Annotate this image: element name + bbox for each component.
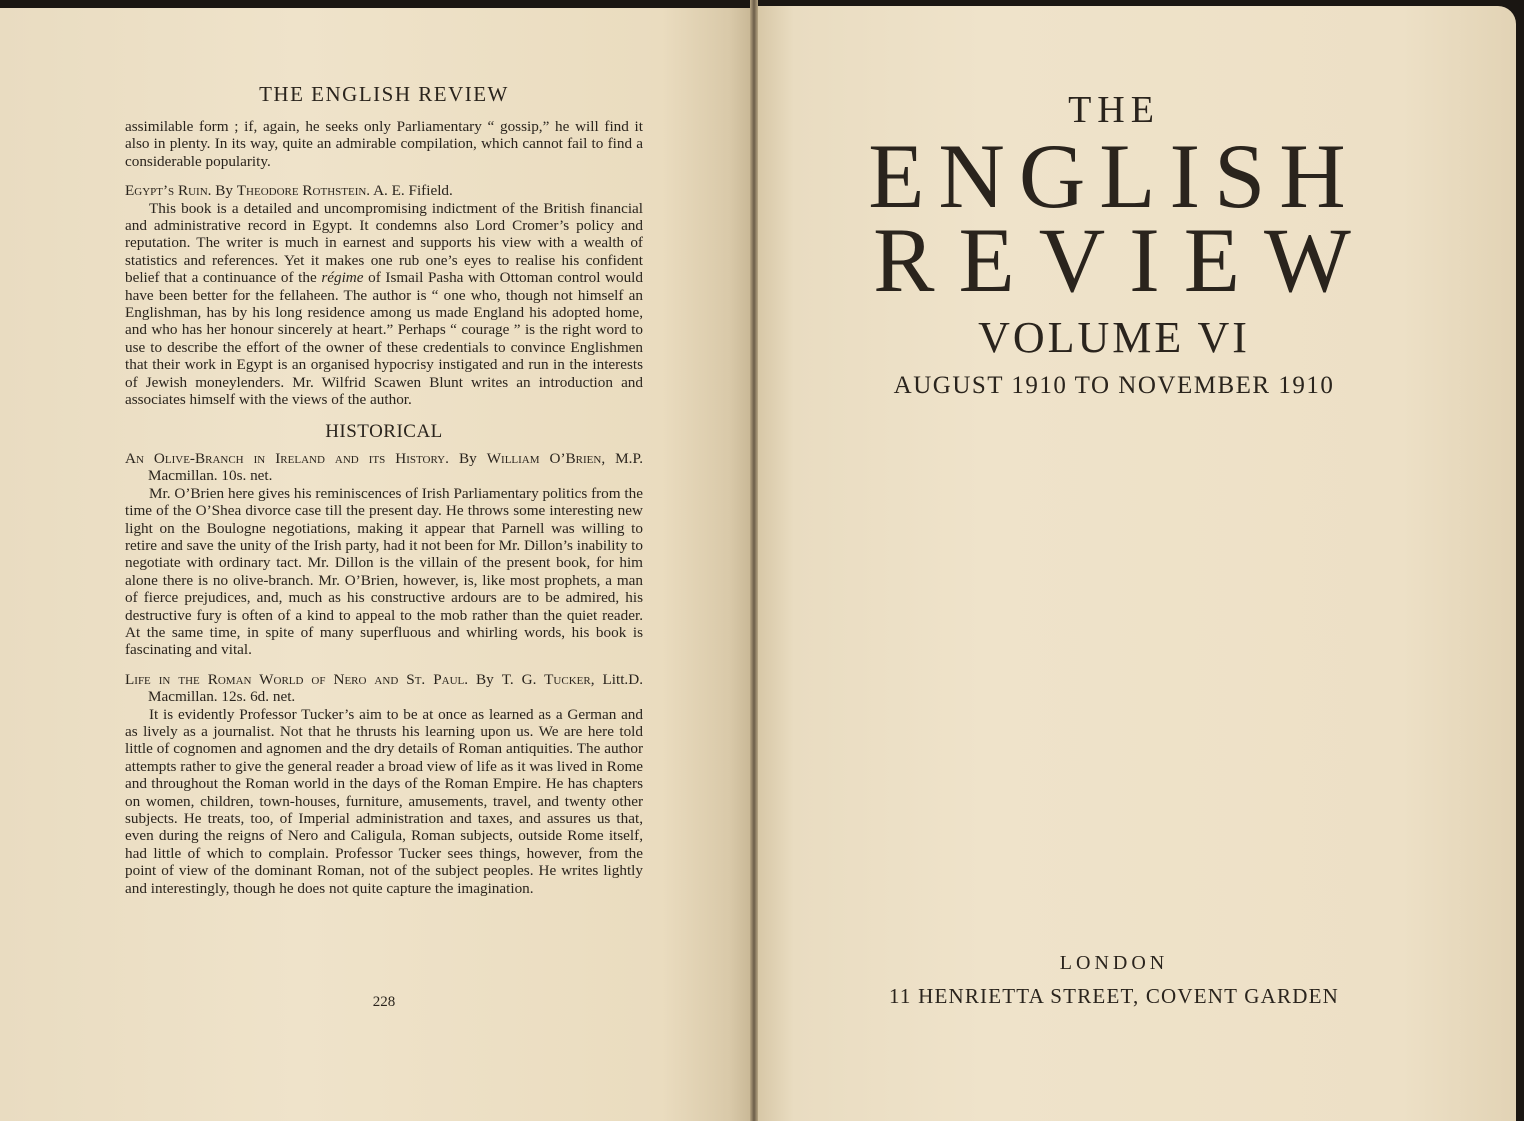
review-roman-world-body: It is evidently Professor Tucker’s aim to be at once as learned as a German and as lively as a journalist. Not that he thrusts his learning upon us. We are here told little of cognomen and agnomen and the dry details of Roman antiquities. The author attempts rather to give the general reader a broad view of life as it was lived in Rome and throughout the Roman world in the days of the Roman Empire. He has chapters on women, children, town-houses, furniture, amusements, travel, and twenty other subjects. He treats, too, of Imperial administration and taxes, and assures us that, even during the reigns of Nero and Caligula, Roman subjects, outside Rome itself, had little of which to complain. Professor Tucker sees things, however, from the point of view of the dominant Roman, not of the subject peoples. He writes lightly and interestingly, though he does not quite capture the imagination. xyxy=(125,705,643,897)
intro-paragraph: assimilable form ; if, again, he seeks only Parliamentary “ gossip,” he will find it also in plenty. In its way, quite an admirable compilation, which cannot fail to find a considerable popularity. xyxy=(125,118,643,170)
review-column xyxy=(125,118,643,897)
volume-label: VOLUME VI xyxy=(978,313,1250,362)
book-author: William O’Brien, xyxy=(486,449,606,467)
book-title: Egypt’s Ruin. xyxy=(125,182,212,200)
review-egypts-ruin-body xyxy=(125,200,643,409)
review-egypts-ruin-heading xyxy=(125,182,643,199)
by-word: By xyxy=(458,449,477,467)
review-olive-branch-body: Mr. O’Brien here gives his reminiscences of Irish Parliamentary politics from the time of the O’Shea divorce case till the present day. He throws some interesting new light on the Boulogne negotiations, making it appear that Parnell was willing to retire and save the unity of the Irish party, had it not been for Mr. Dillon’s inability to negotiate with ordinary tact. Mr. Dillon is the villain of the present book, for him alone there is no olive-branch. Mr. O’Brien, however, is, like most prophets, a man of fierce prejudices, and, much as his constructive ardours are to be admired, his destructive fury is often of a kind to appeal to the mob rather than the quiet reader. At the same time, in spite of many superfluous and whirling words, his book is fascinating and vital. xyxy=(125,484,643,659)
date-range: AUGUST 1910 TO NOVEMBER 1910 xyxy=(893,372,1335,399)
page-number: 228 xyxy=(372,994,396,1010)
running-head: THE ENGLISH REVIEW xyxy=(259,82,509,106)
body-italic: régime xyxy=(321,269,364,287)
book-publisher: A. E. Fifield. xyxy=(373,182,453,200)
book-author: T. G. Tucker, xyxy=(501,670,595,688)
review-roman-world-heading xyxy=(125,671,643,706)
title-the: THE xyxy=(1068,89,1160,131)
section-heading: HISTORICAL xyxy=(325,420,443,442)
book-price: 10s. net. xyxy=(221,467,273,485)
book-price: 12s. 6d. net. xyxy=(221,688,296,706)
book-title: Life in the Roman World of Nero and St. Paul. xyxy=(125,670,469,688)
publisher-address: 11 HENRIETTA STREET, COVENT GARDEN xyxy=(889,984,1339,1008)
review-olive-branch-heading xyxy=(125,450,643,485)
by-word: By xyxy=(476,670,494,688)
body-text: This book is a detailed and uncompromising indictment of the British financial and administrative record in Egypt. It condemns also Lord Cromer’s policy and reputation. The writer is much in earnest and supports his view with a wealth of statistics and references. Yet it makes one rub one’s eyes to realise his confident belief that a continuance of the xyxy=(125,199,643,287)
book-publisher: Litt.D. Macmillan. xyxy=(148,670,643,706)
book-author: Theodore Rothstein. xyxy=(236,182,371,200)
book-publisher: M.P. Macmillan. xyxy=(148,449,644,485)
title-english: ENGLISH xyxy=(868,125,1360,227)
body-text: of Ismail Pasha with Ottoman control would have been better for the fellaheen. The author is “ one who, though not himself an Englishman, has by his long residence among us made England his adopted home, and who has her honour sincerely at heart.” Perhaps “ courage ” is the right word to use to describe the effort of the owner of these credentials to convince Englishmen that their work in Egypt is an organised hypocrisy instigated and run in the interests of Jewish moneylenders. Mr. Wilfrid Scawen Blunt writes an introduction and associates himself with the views of the author. xyxy=(125,269,643,409)
book-title: An Olive-Branch in Ireland and its History. xyxy=(125,449,449,467)
by-word: By xyxy=(215,182,233,200)
title-review: REVIEW xyxy=(873,209,1375,311)
publisher-city: LONDON xyxy=(1059,952,1169,974)
